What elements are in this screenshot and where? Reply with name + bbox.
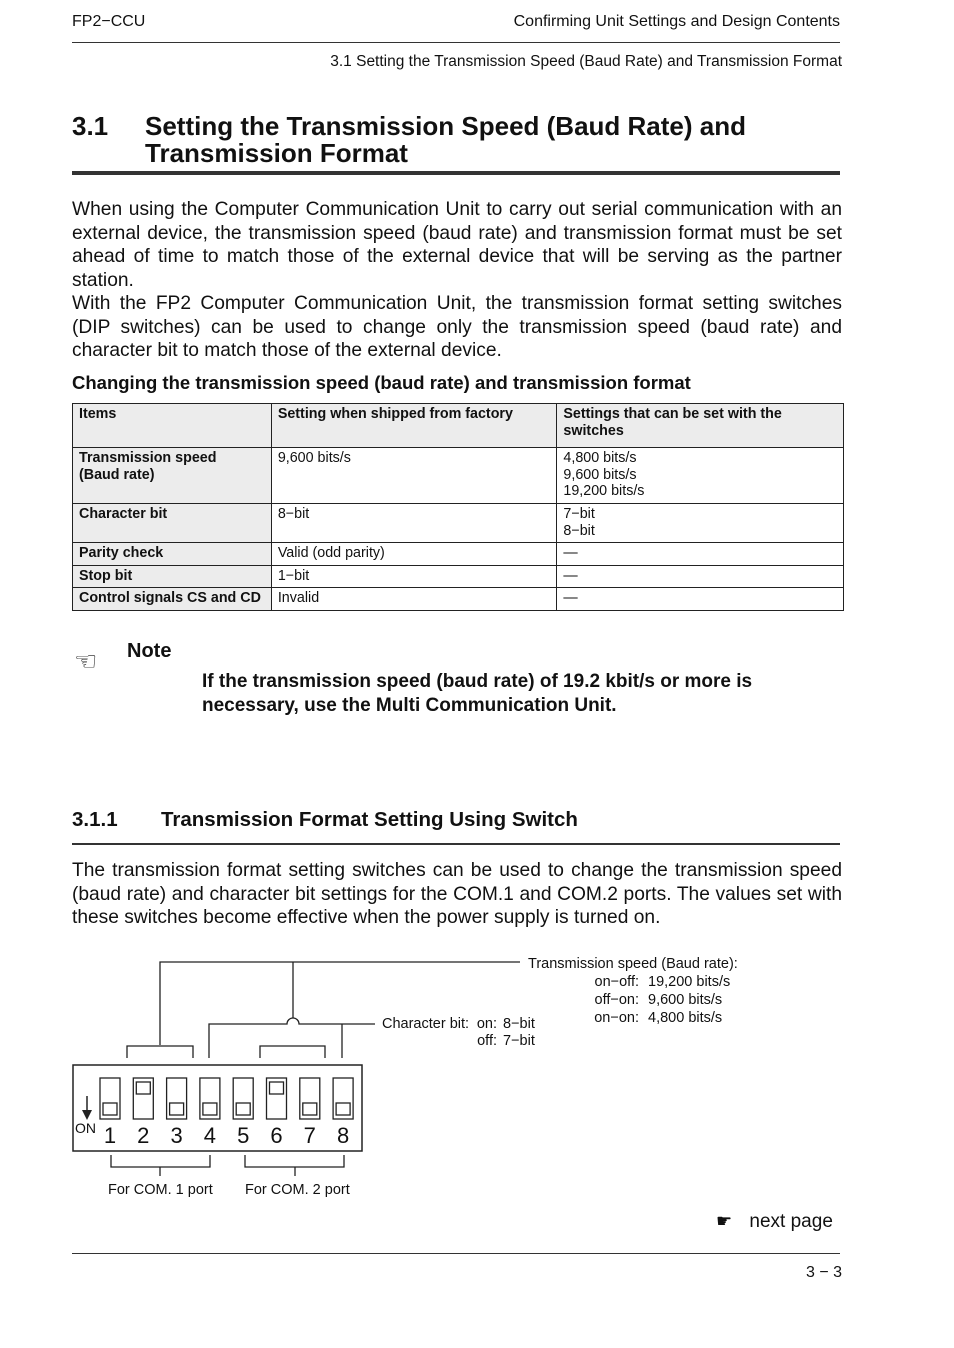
running-header-section: 3.1 Setting the Transmission Speed (Baud Rate) and Transmission Format [330,53,842,70]
next-page-indicator [716,1211,833,1233]
switch-number: 5 [237,1123,250,1148]
settable-cell: 4,800 bits/s 9,600 bits/s 19,200 bits/s [557,448,844,504]
running-header-right: Confirming Unit Settings and Design Contents [513,13,840,30]
column-header: Settings that can be set with the switches [557,404,844,448]
column-header: Items [73,404,272,448]
settable-cell: 7−bit 8−bit [557,504,844,543]
settable-cell: — [557,543,844,566]
switch-number: 3 [170,1123,183,1148]
switch-number: 4 [203,1123,217,1148]
switch-number: 8 [336,1123,350,1148]
character-bit-label: Character bit: [382,1016,470,1032]
char-option-value: 7−bit [503,1033,535,1049]
note-title: Note [127,640,172,662]
speed-label: Transmission speed (Baud rate): [528,956,738,972]
section-title: Setting the Transmission Speed (Baud Rate) and Transmission Format [145,111,746,168]
switch-knob [236,1103,250,1115]
footer-rule [72,1253,840,1254]
subsection-paragraph: The transmission format setting switches can be used to change the transmission speed (baud rate) and character bit settings for the COM.1 and COM.2 ports. The values set with these switches become effective when the power supply is turned on. [72,860,842,928]
switch-number: 6 [270,1123,283,1148]
subsection-number: 3.1.1 [72,808,118,831]
item-cell: Control signals CS and CD [73,588,272,611]
switch-knob [170,1103,184,1115]
pointing-hand-icon: ☛ [716,1211,733,1231]
switch-number: 1 [103,1123,117,1148]
item-cell: Parity check [73,543,272,566]
column-header: Setting when shipped from factory [271,404,557,448]
com1-port-label: For COM. 1 port [108,1182,213,1198]
factory-cell: Invalid [271,588,557,611]
switch-number: 2 [137,1123,150,1148]
com2-port-label: For COM. 2 port [245,1182,350,1198]
factory-cell: 9,600 bits/s [271,448,557,504]
char-option-value: 8−bit [503,1016,535,1032]
settable-cell: — [557,588,844,611]
page-number: 3 − 3 [805,1264,842,1281]
item-cell: Character bit [73,504,272,543]
running-header-left: FP2−CCU [72,13,146,30]
on-label: ON [75,1120,96,1136]
switch-knob [203,1103,217,1115]
switch-knob [270,1082,284,1094]
item-cell: Stop bit [73,565,272,588]
pointing-hand-icon: ☜ [74,646,98,676]
switch-knob [303,1103,317,1115]
switch-knob [136,1082,150,1094]
char-option-key: off: [477,1033,497,1049]
next-page-label: next page [749,1211,833,1232]
intro-paragraph: When using the Computer Communication Unit to carry out serial communication with an external device, the transmission speed (baud rate) and transmission format must be set ahead of time to match those of the external device that will be serving as the partner station. [72,199,842,291]
speed-option-key: off−on: [594,992,639,1008]
speed-option-key: on−on: [594,1010,639,1026]
char-option-key: on: [476,1016,497,1032]
switch-number: 7 [303,1123,316,1148]
switch-knob [336,1103,350,1115]
speed-option-value: 9,600 bits/s [648,992,723,1008]
speed-option-value: 19,200 bits/s [648,974,731,990]
factory-cell: 8−bit [271,504,557,543]
switch-paragraph: With the FP2 Computer Communication Unit, the transmission format setting switches (DIP switches) can be used to change only the transmission speed (baud rate) and character bit to match those of the external device. [72,293,842,361]
subsection-title: Transmission Format Setting Using Switch [161,808,578,831]
factory-cell: Valid (odd parity) [271,543,557,566]
section-number: 3.1 [72,111,109,141]
table-heading: Changing the transmission speed (baud rate) and transmission format [72,372,691,393]
item-cell: Transmission speed (Baud rate) [73,448,272,504]
factory-cell: 1−bit [271,565,557,588]
speed-option-value: 4,800 bits/s [648,1010,723,1026]
settable-cell: — [557,565,844,588]
speed-option-key: on−off: [594,974,639,990]
switch-knob [103,1103,117,1115]
note-body: If the transmission speed (baud rate) of 19.2 kbit/s or more is necessary, use the Multi Communication Unit. [202,671,753,716]
